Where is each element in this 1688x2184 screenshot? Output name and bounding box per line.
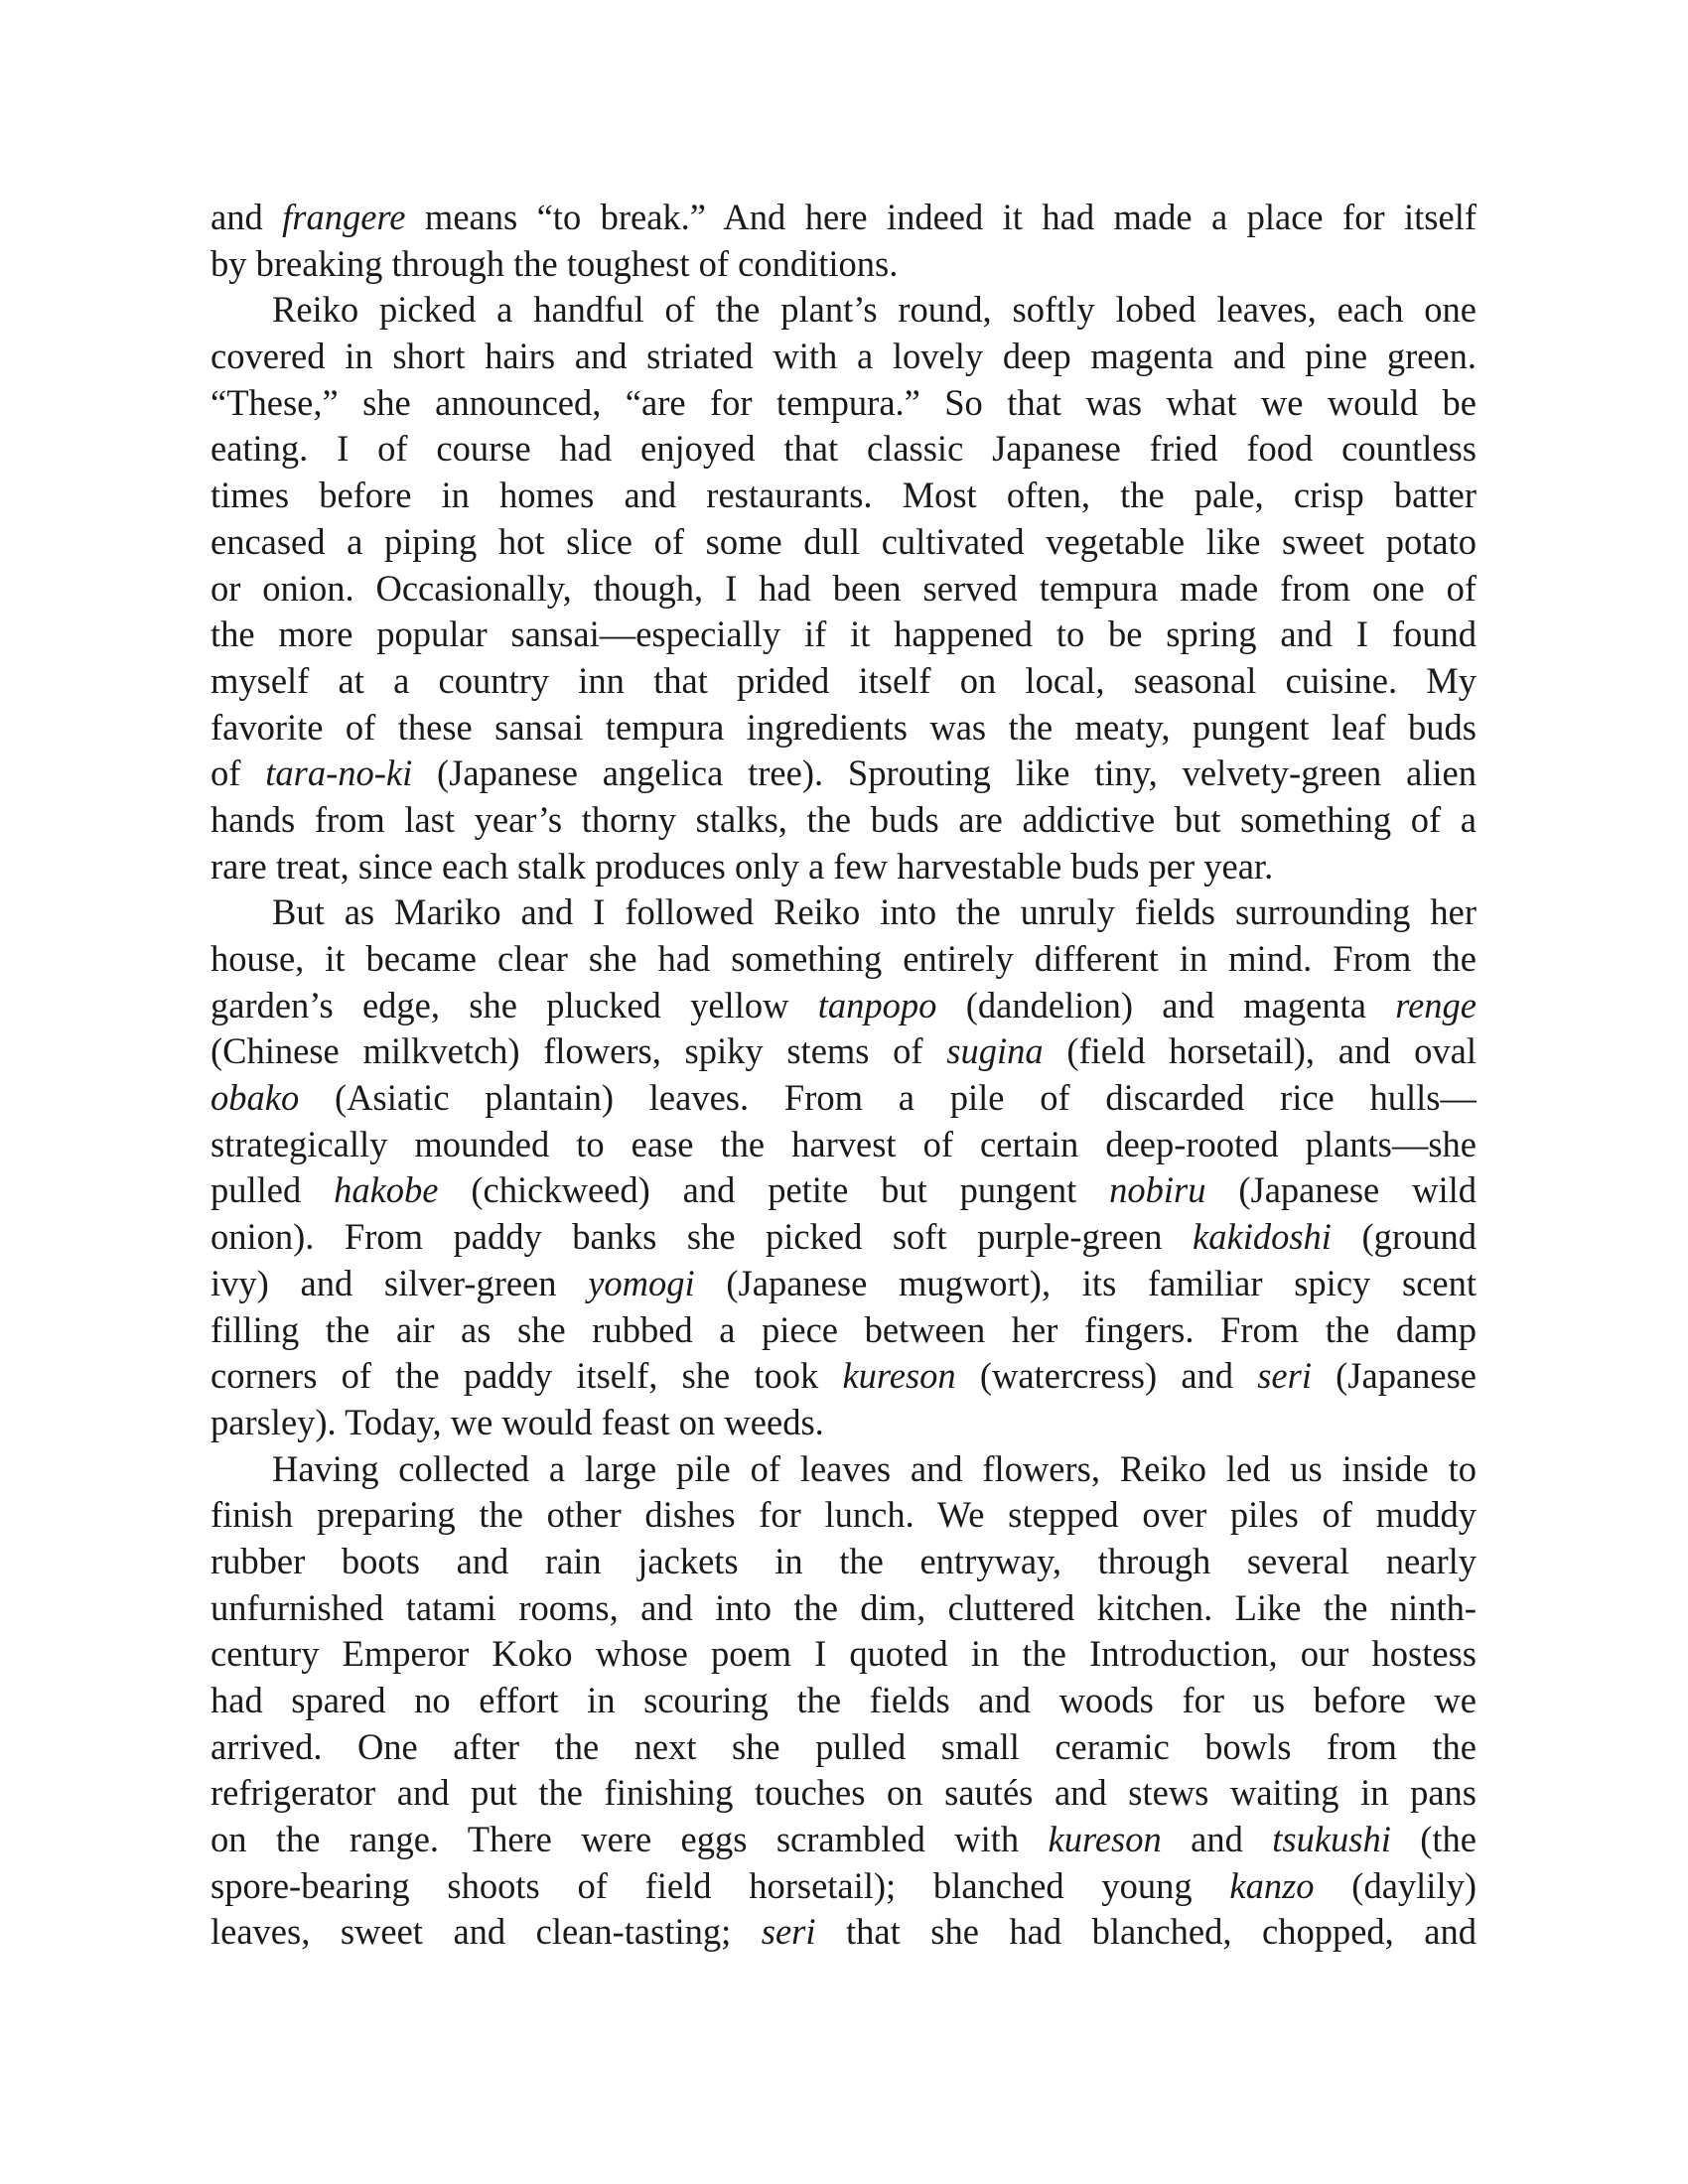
text-run: (Japanese mugwort), its familiar spicy scent [694, 1262, 1477, 1303]
text-line [211, 426, 1477, 473]
italic-term: tara-no-ki [265, 752, 413, 794]
italic-term: hakobe [334, 1169, 439, 1211]
text-run: by breaking through the toughest of conditions. [211, 242, 899, 284]
text-run: onion). From paddy banks she picked soft purple-green [211, 1216, 1194, 1258]
text-run: encased a piping hot slice of some dull cultivated vegetable like sweet potato [211, 520, 1477, 562]
text-run: rubber boots and rain jackets in the entryway, through several nearly [211, 1540, 1477, 1581]
text-line [211, 612, 1477, 658]
italic-term: kakidoshi [1193, 1216, 1332, 1258]
text-run: the more popular sansai—especially if it happened to be spring and I found [211, 614, 1477, 655]
text-run: (daylily) [1314, 1864, 1477, 1906]
text-run: But as Mariko and I followed Reiko into the unruly fields surrounding her [272, 891, 1477, 933]
text-run: garden’s edge, she plucked yellow [211, 984, 818, 1025]
text-run: century Emperor Koko whose poem I quoted in the Introduction, our hostess [211, 1633, 1477, 1675]
text-line [211, 380, 1477, 427]
text-run: rare treat, since each stalk produces only a few harvestable buds per year. [211, 845, 1274, 887]
text-line [211, 1167, 1477, 1214]
text-line [211, 751, 1477, 797]
text-run: that she had blanched, chopped, and [815, 1911, 1477, 1953]
text-run: (Japanese angelica tree). Sprouting like tiny, velvety-green alien [412, 752, 1477, 794]
text-line [211, 1724, 1477, 1771]
text-run: favorite of these sansai tempura ingredients was the meaty, pungent leaf buds [211, 706, 1477, 748]
text-run: and [1161, 1819, 1273, 1860]
text-line [211, 566, 1477, 613]
text-line [211, 705, 1477, 751]
text-line [211, 334, 1477, 380]
text-run: (Japanese [1311, 1355, 1477, 1397]
text-line [211, 1122, 1477, 1168]
text-line [211, 1353, 1477, 1400]
text-line [211, 1400, 1477, 1446]
text-run: or onion. Occasionally, though, I had been served tempura made from one of [211, 567, 1477, 609]
text-line [211, 1028, 1477, 1075]
italic-term: sugina [946, 1030, 1044, 1072]
text-run: filling the air as she rubbed a piece between her fingers. From the damp [211, 1308, 1477, 1350]
text-line [211, 844, 1477, 890]
text-run: strategically mounded to ease the harvest of certain deep-rooted plants—she [211, 1123, 1477, 1164]
text-run: (the [1390, 1819, 1477, 1860]
text-run: had spared no effort in scouring the fields and woods for us before we [211, 1680, 1477, 1720]
text-run: spore-bearing shoots of field horsetail); blanched young [211, 1864, 1230, 1906]
text-run: leaves, sweet and clean-tasting; [211, 1911, 762, 1953]
text-run: Having collected a large pile of leaves and flowers, Reiko led us inside to [272, 1447, 1477, 1489]
text-run: ivy) and silver-green [211, 1262, 589, 1303]
italic-term: kureson [1048, 1819, 1162, 1860]
italic-term: frangere [282, 197, 406, 237]
paragraph-first-line [211, 1446, 1477, 1493]
text-run: and [211, 197, 283, 237]
text-run: of [211, 752, 266, 794]
text-run: finish preparing the other dishes for lunch. We stepped over piles of muddy [211, 1494, 1477, 1536]
text-run: means “to break.” And here indeed it had made a place for itself [405, 197, 1477, 237]
italic-term: yomogi [588, 1262, 695, 1303]
text-run: pulled [211, 1169, 335, 1211]
paragraph-first-line [211, 287, 1477, 334]
text-line [211, 1817, 1477, 1863]
book-page-body [211, 195, 1477, 1956]
text-line [211, 1539, 1477, 1585]
italic-term: renge [1395, 984, 1477, 1025]
text-run: Reiko picked a handful of the plant’s round, softly lobed leaves, each one [272, 289, 1477, 331]
text-run: (dandelion) and magenta [936, 984, 1396, 1025]
text-line [211, 1909, 1477, 1956]
text-run: times before in homes and restaurants. Most often, the pale, crisp batter [211, 475, 1477, 516]
text-run: (Chinese milkvetch) flowers, spiky stems of [211, 1030, 947, 1072]
text-run: arrived. One after the next she pulled small ceramic bowls from the [211, 1725, 1477, 1767]
text-run: covered in short hairs and striated with a lovely deep magenta and pine green. [211, 336, 1477, 377]
text-line [211, 1863, 1477, 1910]
paragraph-first-line [211, 889, 1477, 936]
text-line [211, 658, 1477, 705]
text-line [211, 1307, 1477, 1354]
text-run: (ground [1331, 1216, 1477, 1258]
italic-term: seri [761, 1911, 816, 1953]
text-run: “These,” she announced, “are for tempura.” So that was what we would be [211, 381, 1477, 423]
italic-term: seri [1257, 1355, 1312, 1397]
text-line [211, 1770, 1477, 1817]
text-run: hands from last year’s thorny stalks, the buds are addictive but something of a [211, 798, 1477, 840]
text-line [211, 1214, 1477, 1261]
text-run: refrigerator and put the finishing touches on sautés and stews waiting in pans [211, 1772, 1477, 1814]
text-run: corners of the paddy itself, she took [211, 1355, 843, 1397]
text-run: parsley). Today, we would feast on weeds. [211, 1401, 824, 1442]
text-line [211, 1492, 1477, 1539]
text-run: house, it became clear she had something entirely different in mind. From the [211, 938, 1477, 979]
text-line [211, 1678, 1477, 1724]
text-line [211, 936, 1477, 983]
text-line [211, 241, 1477, 288]
italic-term: tsukushi [1272, 1819, 1391, 1860]
text-line [211, 983, 1477, 1029]
text-run: myself at a country inn that prided itself on local, seasonal cuisine. My [211, 659, 1477, 701]
italic-term: nobiru [1109, 1169, 1206, 1211]
text-line [211, 195, 1477, 241]
italic-term: kureson [842, 1355, 956, 1397]
text-run: on the range. There were eggs scrambled with [211, 1819, 1049, 1860]
text-line [211, 1631, 1477, 1678]
text-line [211, 473, 1477, 519]
text-line [211, 1261, 1477, 1307]
text-run: unfurnished tatami rooms, and into the dim, cluttered kitchen. Like the ninth- [211, 1586, 1477, 1628]
italic-term: obako [211, 1077, 300, 1119]
text-line [211, 797, 1477, 844]
text-run: (Asiatic plantain) leaves. From a pile of discarded rice hulls— [299, 1077, 1477, 1119]
text-run: (watercress) and [955, 1355, 1258, 1397]
text-line [211, 519, 1477, 566]
text-run: (chickweed) and petite but pungent [438, 1169, 1110, 1211]
text-run: (Japanese wild [1205, 1169, 1477, 1211]
text-line [211, 1075, 1477, 1122]
italic-term: kanzo [1229, 1864, 1315, 1906]
italic-term: tanpopo [817, 984, 937, 1025]
text-run: eating. I of course had enjoyed that classic Japanese fried food countless [211, 428, 1477, 470]
text-line [211, 1585, 1477, 1632]
text-run: (field horsetail), and oval [1043, 1030, 1477, 1072]
